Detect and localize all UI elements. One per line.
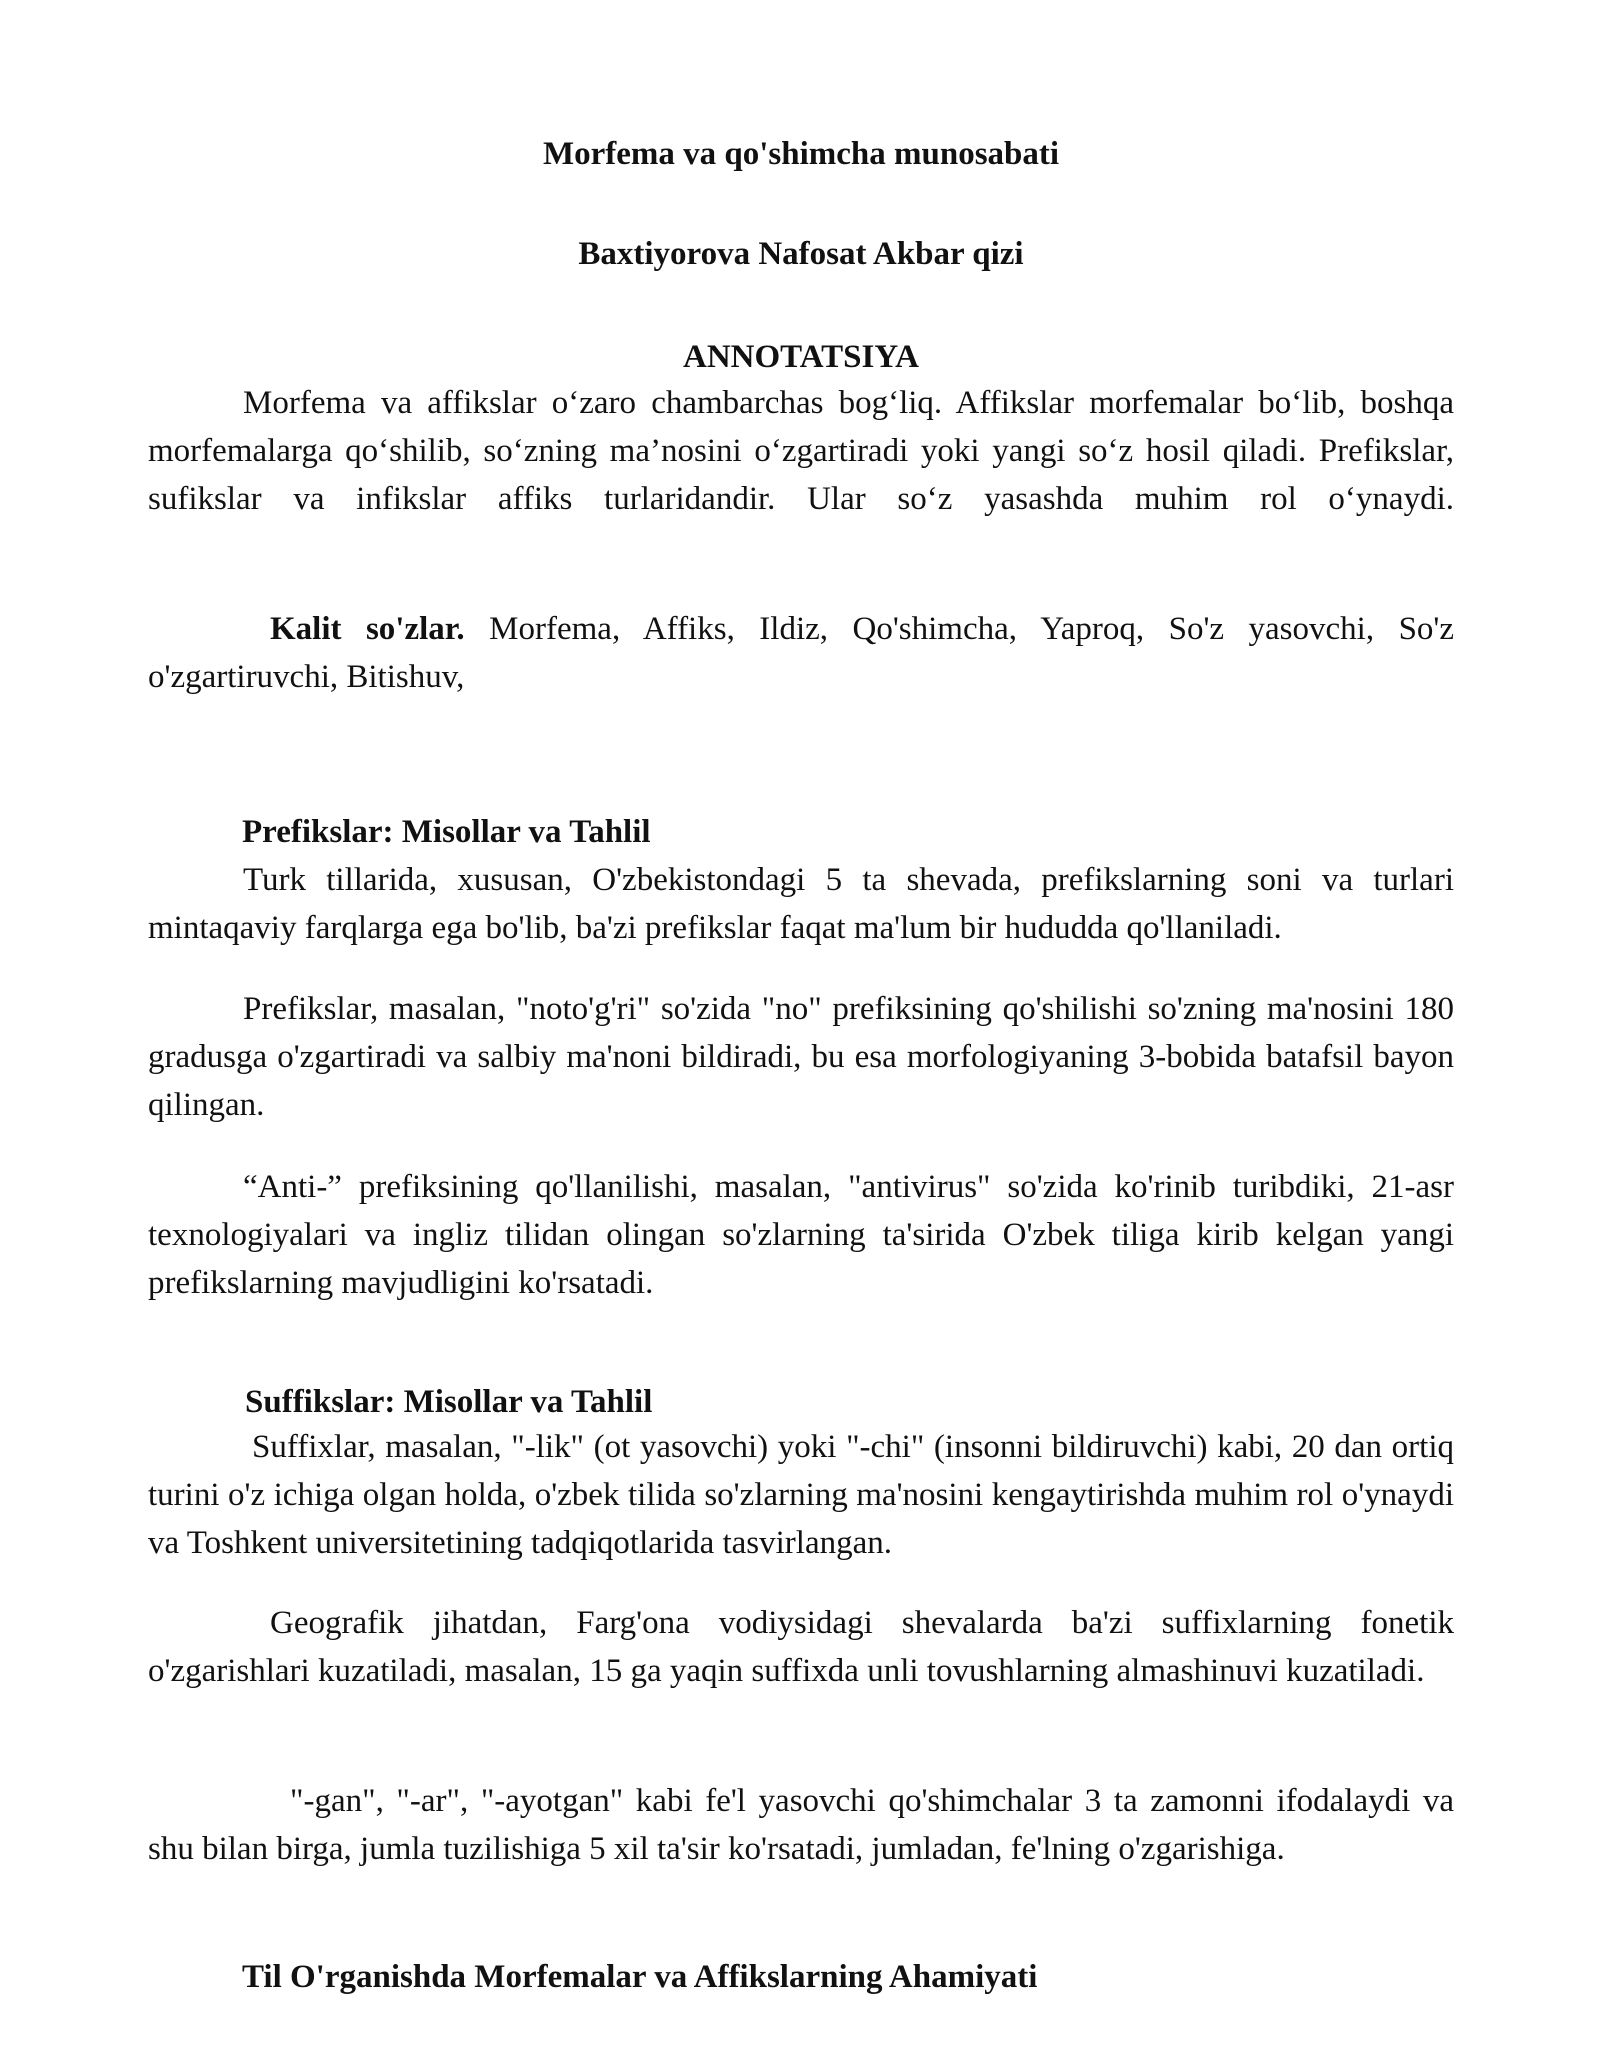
section-heading-prefixes: Prefikslar: Misollar va Tahlil — [242, 814, 651, 850]
annotation-paragraph: Morfema va affikslar o‘zaro chambarchas bog‘liq. Affikslar morfemalar bo‘lib, boshqa morfemalarga qo‘shilib, so‘zning ma’nosini o‘zgartiradi yoki yangi so‘z hosil qiladi. Prefikslar, sufikslar va infikslar affiks turlaridandir. Ular so‘z yasashda muhim rol o‘ynaydi. — [148, 385, 1454, 517]
suffix-paragraph-1: Suffixlar, masalan, "-lik" (ot yasovchi) yoki "-chi" (insonni bildiruvchi) kabi, 20 dan ortiq turini o'z ichiga olgan holda, o'zbek tilida so'zlarning ma'nosini kengaytirishda muhim rol o'ynaydi va Toshkent universitetining tadqiqotlarida tasvirlangan. — [148, 1429, 1454, 1561]
section-heading-importance: Til O'rganishda Morfemalar va Affikslarning Ahamiyati — [242, 1959, 1038, 1995]
document-title: Morfema va qo'shimcha munosabati — [542, 136, 1060, 172]
suffix-paragraph-3: "-gan", "-ar", "-ayotgan" kabi fe'l yasovchi qo'shimchalar 3 ta zamonni ifodalaydi va shu bilan birga, jumla tuzilishiga 5 xil ta'sir ko'rsatadi, jumladan, fe'lning o'zgarishiga. — [148, 1783, 1454, 1867]
section-heading-suffixes: Suffikslar: Misollar va Tahlil — [245, 1384, 653, 1420]
prefix-paragraph-1: Turk tillarida, xususan, O'zbekistondagi 5 ta shevada, prefikslarning soni va turlari mintaqaviy farqlarga ega bo'lib, ba'zi prefikslar faqat ma'lum bir hududda qo'llaniladi. — [148, 862, 1454, 946]
prefix-paragraph-3: “Anti-” prefiksining qo'llanilishi, masalan, "antivirus" so'zida ko'rinib turibdiki, 21-asr texnologiyalari va ingliz tilidan olingan so'zlarning ta'sirida O'zbek tiliga kirib kelgan yangi prefikslarning mavjudligini ko'rsatadi. — [148, 1169, 1454, 1301]
keywords-label: Kalit so'zlar. — [270, 611, 465, 647]
author-name: Baxtiyorova Nafosat Akbar qizi — [578, 236, 1024, 272]
keywords-paragraph — [148, 605, 1454, 701]
suffix-paragraph-2: Geografik jihatdan, Farg'ona vodiysidagi shevalarda ba'zi suffixlarning fonetik o'zgarishlari kuzatiladi, masalan, 15 ga yaqin suffixda unli tovushlarning almashinuvi kuzatiladi. — [148, 1605, 1454, 1689]
annotation-heading: ANNOTATSIYA — [683, 339, 919, 375]
prefix-paragraph-2: Prefikslar, masalan, "noto'g'ri" so'zida "no" prefiksining qo'shilishi so'zning ma'nosini 180 gradusga o'zgartiradi va salbiy ma'noni bildiradi, bu esa morfologiyaning 3-bobida batafsil bayon qilingan. — [148, 991, 1454, 1123]
keywords-list: Morfema, Affiks, Ildiz, Qo'shimcha, Yaproq, So'z yasovchi, So'z o'zgartiruvchi, Bitishuv, — [148, 611, 1455, 695]
